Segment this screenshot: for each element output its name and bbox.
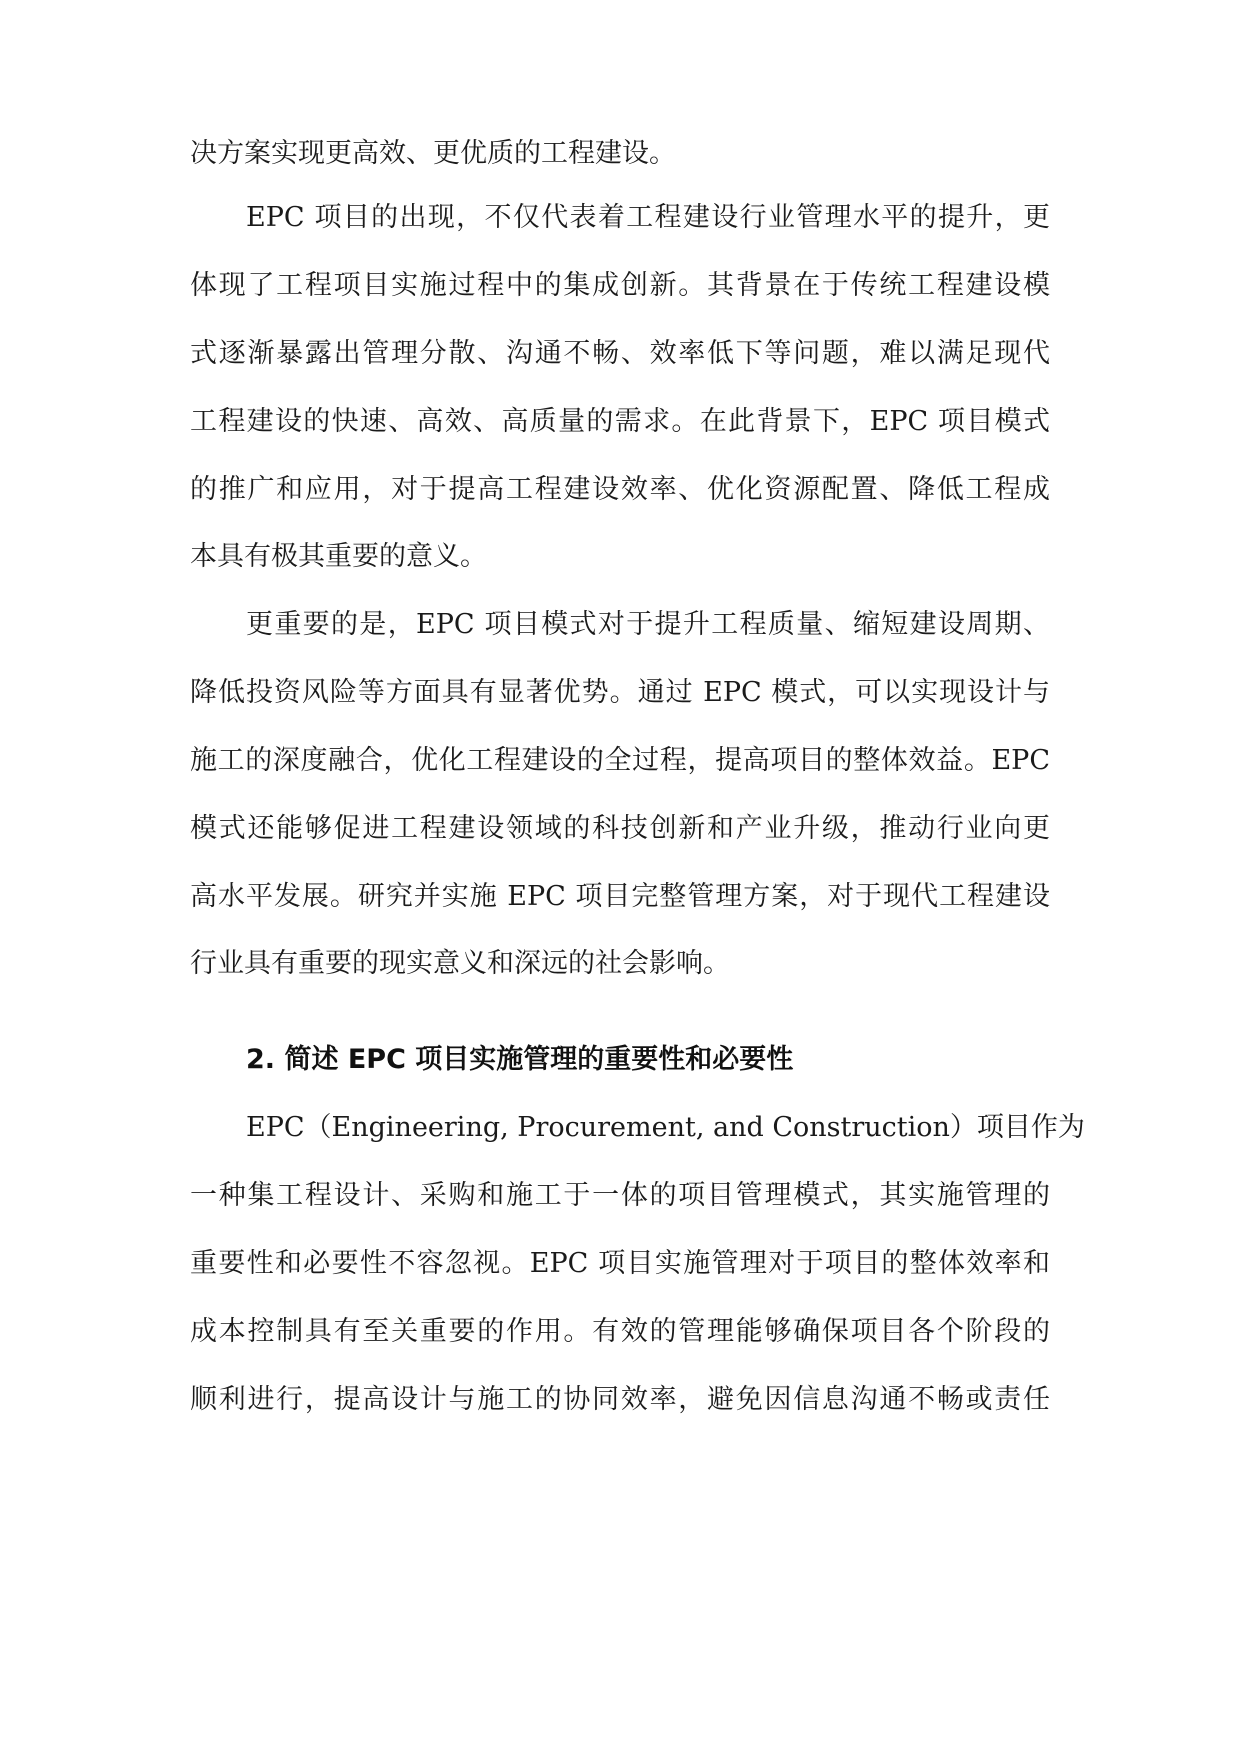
paragraph-line: 施工的深度融合，优化工程建设的全过程，提高项目的整体效益。EPC xyxy=(190,745,1050,776)
paragraph-line: 更重要的是，EPC 项目模式对于提升工程质量、缩短建设周期、 xyxy=(246,609,1050,640)
paragraph-line: 体现了工程项目实施过程中的集成创新。其背景在于传统工程建设模 xyxy=(190,270,1050,301)
paragraph-line: EPC（Engineering, Procurement, and Construction）项目作为 xyxy=(246,1112,1085,1143)
section-heading: 2. 简述 EPC 项目实施管理的重要性和必要性 xyxy=(246,1044,794,1075)
paragraph-line: 重要性和必要性不容忽视。EPC 项目实施管理对于项目的整体效率和 xyxy=(190,1248,1050,1279)
paragraph-line: EPC 项目的出现，不仅代表着工程建设行业管理水平的提升，更 xyxy=(246,202,1050,233)
paragraph-line: 一种集工程设计、采购和施工于一体的项目管理模式，其实施管理的 xyxy=(190,1180,1050,1211)
paragraph-line: 决方案实现更高效、更优质的工程建设。 xyxy=(190,138,676,169)
paragraph-line: 顺利进行，提高设计与施工的协同效率，避免因信息沟通不畅或责任 xyxy=(190,1384,1050,1415)
paragraph-line: 高水平发展。研究并实施 EPC 项目完整管理方案，对于现代工程建设 xyxy=(190,881,1050,912)
paragraph-line: 模式还能够促进工程建设领域的科技创新和产业升级，推动行业向更 xyxy=(190,813,1050,844)
paragraph-line: 降低投资风险等方面具有显著优势。通过 EPC 模式，可以实现设计与 xyxy=(190,677,1050,708)
paragraph-line: 成本控制具有至关重要的作用。有效的管理能够确保项目各个阶段的 xyxy=(190,1316,1050,1347)
paragraph-line: 的推广和应用，对于提高工程建设效率、优化资源配置、降低工程成 xyxy=(190,474,1050,505)
paragraph-line: 式逐渐暴露出管理分散、沟通不畅、效率低下等问题，难以满足现代 xyxy=(190,338,1050,369)
paragraph-line: 行业具有重要的现实意义和深远的社会影响。 xyxy=(190,948,730,979)
paragraph-line: 工程建设的快速、高效、高质量的需求。在此背景下，EPC 项目模式 xyxy=(190,406,1050,437)
paragraph-line: 本具有极其重要的意义。 xyxy=(190,541,487,572)
